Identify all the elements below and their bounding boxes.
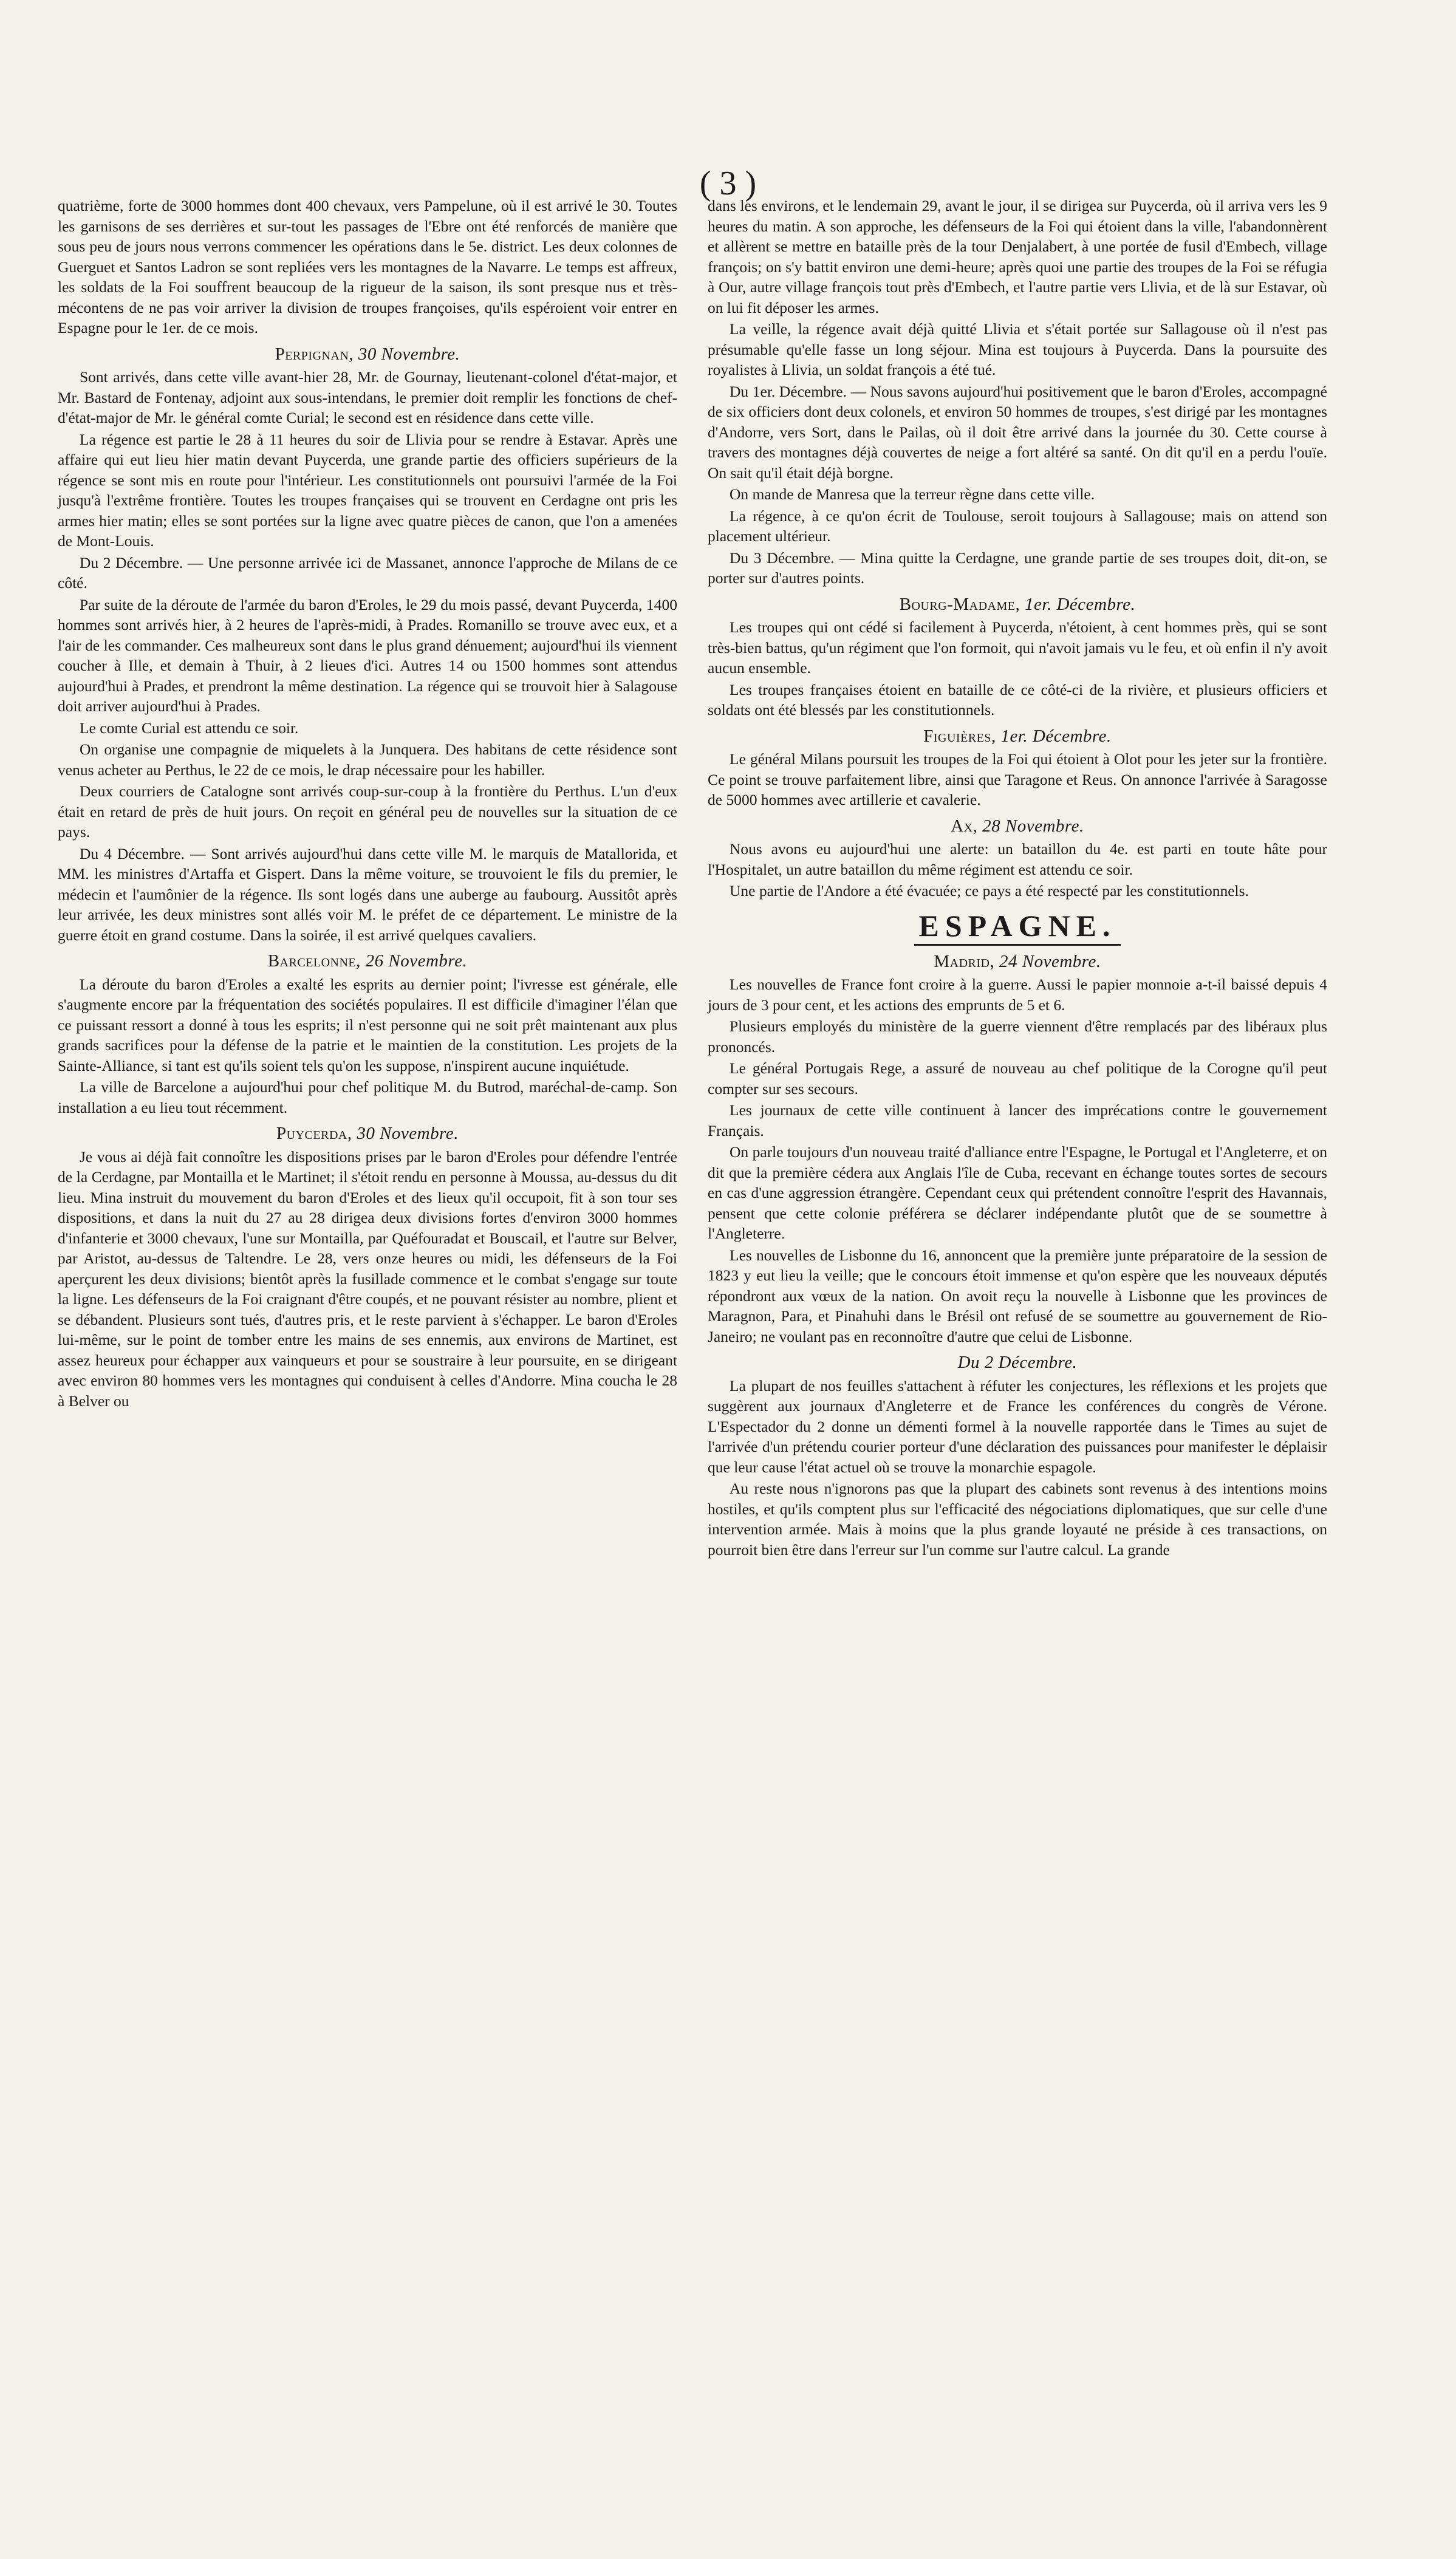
article-paragraph: On organise une compagnie de miquelets à la Junquera. Des habitans de cette résidence sont venus acheter au Perthus, le 22 de ce mois, le drap nécessaire pour les habiller. [58, 740, 677, 779]
dateline-date: 1er. Décembre. [1025, 594, 1136, 614]
article-paragraph: Le général Portugais Rege, a assuré de nouveau au chef politique de la Corogne qu'il peut compter sur ses secours. [708, 1059, 1327, 1098]
article-paragraph: Je vous ai déjà fait connoître les dispositions prises par le baron d'Eroles pour défendre l'entrée de la Cerdagne, par Montailla et le Martinet; il s'étoit rendu en personne à Moussa, au-dessus du dit lieu. Mina instruit du mouvement du baron d'Eroles et des lieux qu'il occupoit, fit à son tour ses dispositions, et dans la nuit du 27 au 28 dirigea deux divisions fortes d'environ 3000 hommes d'infanterie et 3000 chevaux, l'une sur Montailla, par Quéfouradat et Bouscail, et l'autre sur Belver, par Aristot, au-dessus de Taltendre. Le 28, vers onze heures ou midi, les défenseurs de la Foi aperçurent les deux divisions; bientôt après la fusillade commence et le combat s'engage sur toute la ligne. Les défenseurs de la Foi craignant d'être coupés, et ne pouvant résister au nombre, plient et se débandent. Plusieurs sont tués, d'autres pris, et le reste parvient à s'échapper. Le baron d'Eroles lui-même, sur le point de tomber entre les mains de ses ennemis, aux environs de Martinet, est assez heureux pour échapper aux vainqueurs et pour se soustraire à leur poursuite, en se dirigeant avec environ 80 hommes vers les montagnes qui conduisent à celles d'Andorre. Mina coucha le 28 à Belver ou [58, 1147, 677, 1410]
article-paragraph: La déroute du baron d'Eroles a exalté les esprits au dernier point; l'ivresse est générale, elle s'augmente encore par la fréquentation des sociétés populaires. Il est difficile d'imaginer l'élan que ce puissant ressort a donné à tous les esprits; il n'est personne qui ne soit prêt maintenant aux plus grands sacrifices pour la défense de la patrie et le maintien de la constitution. Les projets de la Sainte-Alliance, si tant est qu'ils soient tels qu'on les suppose, n'inspirent aucune inquiétude. [58, 975, 677, 1075]
article-paragraph: quatrième, forte de 3000 hommes dont 400 chevaux, vers Pampelune, où il est arrivé le 30. Toutes les garnisons de ses derrières et sur-tout les passages de l'Ebre ont été renforcés de manière que sous peu de jours nous verrons commencer les opérations dans le 5e. district. Les deux colonnes de Guerguet et Santos Ladron se sont repliées vers les montagnes de la Navarre. Le temps est affreux, les soldats de la Foi souffrent beaucoup de la rigueur de la saison, ils sont presque nus et très-mécontens de ne pas voir arriver la division de troupes françoises, qu'ils espéroient voir entrer en Espagne pour le 1er. de ce mois. [58, 197, 677, 337]
dateline-date: Du 2 Décembre. [957, 1353, 1078, 1372]
dateline [58, 344, 677, 365]
dateline-place: Puycerda, [276, 1124, 357, 1143]
dateline [58, 1124, 677, 1144]
article-paragraph: Nous avons eu aujourd'hui une alerte: un bataillon du 4e. est parti en toute hâte pour l'Hospitalet, un autre bataillon du même régiment est attendu ce soir. [708, 840, 1327, 878]
left-column [58, 196, 677, 1412]
dateline [708, 726, 1327, 747]
article-paragraph: Du 2 Décembre. — Une personne arrivée ici de Massanet, annonce l'approche de Milans de ce côté. [58, 553, 677, 592]
dateline-place: Perpignan, [275, 344, 358, 364]
page-number: ( 3 ) [699, 165, 757, 202]
dateline-date: 30 Novembre. [357, 1124, 459, 1143]
article-paragraph: On parle toujours d'un nouveau traité d'alliance entre l'Espagne, le Portugal et l'Angleterre, et on dit que la première cédera aux Anglais l'île de Cuba, recevant en échange toutes sortes de secours en cas d'une aggression étrangère. Cependant ceux qui prétendent connoître l'esprit des Havannais, pensent que cette colonie préférera se déclarer indépendante plutôt que de se soumettre à l'Angleterre. [708, 1143, 1327, 1242]
dateline-place: Ax, [951, 816, 983, 836]
right-column [708, 196, 1327, 1561]
dateline-date: 30 Novembre. [358, 344, 460, 364]
article-paragraph: La veille, la régence avait déjà quitté Llivia et s'était portée sur Sallagouse où il n'est pas présumable qu'elle fasse un long séjour. Mina est toujours à Puycerda. Dans la poursuite des royalistes à Llivia, un soldat françois a été tué. [708, 320, 1327, 378]
section-rule [914, 944, 1121, 946]
dateline-date: 28 Novembre. [982, 816, 1084, 836]
dateline-date: 24 Novembre. [999, 951, 1101, 971]
article-paragraph: Une partie de l'Andore a été évacuée; ce pays a été respecté par les constitutionnels. [730, 882, 1249, 900]
article-paragraph: Les nouvelles de France font croire à la guerre. Aussi le papier monnoie a-t-il baissé depuis 4 jours de 3 pour cent, et les actions des emprunts de 5 et 6. [708, 975, 1327, 1014]
article-paragraph: Le comte Curial est attendu ce soir. [80, 719, 299, 737]
dateline-place: Barcelonne, [267, 951, 366, 971]
article-paragraph: Du 3 Décembre. — Mina quitte la Cerdagne, une grande partie de ses troupes doit, dit-on, se porter sur d'autres points. [708, 548, 1327, 587]
article-paragraph: Les journaux de cette ville continuent à lancer des imprécations contre le gouvernement Français. [708, 1101, 1327, 1139]
section-heading: ESPAGNE. [918, 908, 1116, 943]
dateline [708, 1353, 1327, 1373]
article-paragraph: Le général Milans poursuit les troupes de la Foi qui étoient à Olot pour les jeter sur la frontière. Ce point se trouve parfaitement libre, ainsi que Taragone et Reus. On annonce l'arrivée à Saragosse de 5000 hommes avec artillerie et cavalerie. [708, 750, 1327, 808]
dateline-date: 1er. Décembre. [1000, 726, 1112, 746]
article-paragraph: Du 4 Décembre. — Sont arrivés aujourd'hui dans cette ville M. le marquis de Matallorida, et MM. les ministres d'Artaffa et Gispert. Dans la même voiture, se trouvoient le fils du premier, le médecin et l'aumônier de la régence. Ils sont logés dans une auberge au faubourg. Aussitôt après leur arrivée, les deux ministres sont allés voir M. le préfet de ce département. Le ministre de la guerre étoit en grand costume. Dans la soirée, il est arrivé quelques cavaliers. [58, 844, 677, 944]
dateline-place: Bourg-Madame, [899, 594, 1025, 614]
dateline [708, 595, 1327, 615]
article-paragraph: Les troupes françaises étoient en bataille de ce côté-ci de la rivière, et plusieurs officiers et soldats ont été blessés par les constitutionnels. [708, 680, 1327, 719]
article-paragraph: Plusieurs employés du ministère de la guerre viennent d'être remplacés par des libéraux plus prononcés. [708, 1017, 1327, 1056]
article-paragraph: Les nouvelles de Lisbonne du 16, annoncent que la première junte préparatoire de la session de 1823 y eut lieu la veille; que le concours étoit immense et qu'on espère que les nouveaux députés répondront aux vœux de la nation. On avoit reçu la nouvelle à Lisbonne que les provinces de Maragnon, Para, et Pinahuhi dans le Brésil ont refusé de se soumettre au gouvernement de Rio-Janeiro; ne voulant pas en reconnoître d'autre que celui de Lisbonne. [708, 1246, 1327, 1345]
dateline [58, 951, 677, 972]
section-header [708, 909, 1327, 946]
article-paragraph: Deux courriers de Catalogne sont arrivés coup-sur-coup à la frontière du Perthus. L'un d'eux était en retard de près de huit jours. On reçoit en général peu de nouvelles sur la situation de ce pays. [58, 782, 677, 841]
article-paragraph: Par suite de la déroute de l'armée du baron d'Eroles, le 29 du mois passé, devant Puycerda, 1400 hommes sont arrivés hier, à 2 heures de l'après-midi, à Prades. Romanillo se trouve avec eux, et a l'air de les commander. Ces malheureux sont dans le plus grand dénuement; aujourd'hui ils viennent coucher à Ille, et demain à Thuir, à 2 lieues d'ici. Autres 14 ou 1500 hommes sont attendus aujourd'hui à Prades, et prendront la même destination. La régence qui se trouvoit hier à Salagouse doit arriver aujourd'hui à Prades. [58, 595, 677, 715]
article-paragraph: Du 1er. Décembre. — Nous savons aujourd'hui positivement que le baron d'Eroles, accompagné de six officiers dont deux colonels, et environ 50 hommes de troupes, s'est dirigé par les montagnes d'Andorre, vers Sort, dans le Pailas, où il doit être arrivé dans la journée du 30. Cette course à travers des montagnes déjà couvertes de neige a fort altéré sa santé. On dit qu'il en a perdu l'ouïe. On sait qu'il était déjà borgne. [708, 382, 1327, 482]
article-paragraph: La ville de Barcelone a aujourd'hui pour chef politique M. du Butrod, maréchal-de-camp. Son installation a eu lieu tout récemment. [58, 1078, 677, 1116]
article-paragraph: Au reste nous n'ignorons pas que la plupart des cabinets sont revenus à des intentions moins hostiles, et qu'ils comptent plus sur l'efficacité des négociations diplomatiques, que sur celle d'une intervention armée. Mais à moins que la plus grande loyauté ne préside à ces transactions, on pourroit bien être dans l'erreur sur l'un comme sur l'autre calcul. La grande [708, 1480, 1327, 1559]
article-paragraph: dans les environs, et le lendemain 29, avant le jour, il se dirigea sur Puycerda, où il arriva vers les 9 heures du matin. A son approche, les défenseurs de la Foi qui étoient dans la ville, l'abandonnèrent et allèrent se mettre en bataille près de la tour Denjalabert, à une portée de fusil d'Embech, village françois; on s'y battit environ une demi-heure; après quoi une partie des troupes de la Foi se réfugia à Our, autre village françois tout près d'Embech, et l'autre partie vers Llivia, et de là sur Estavar, où on lui fit déposer les armes. [708, 197, 1327, 316]
article-paragraph: La plupart de nos feuilles s'attachent à réfuter les conjectures, les réflexions et les projets que suggèrent aux journaux d'Angleterre et de France les conférences du congrès de Vérone. L'Espectador du 2 donne un démenti formel à la nouvelle rapportée dans le Times au sujet de l'arrivée d'un prétendu courier porteur d'une déclaration des puissances pour manifester le déplaisir que leur cause l'état actuel où se trouve la monarchie espagole. [708, 1376, 1327, 1476]
dateline-place: Figuières, [923, 726, 1001, 746]
dateline-place: Madrid, [934, 951, 999, 971]
article-paragraph: La régence est partie le 28 à 11 heures du soir de Llivia pour se rendre à Estavar. Après une affaire qui eut lieu hier matin devant Puycerda, une grande partie des officiers supérieurs de la régence se sont mis en route pour l'intérieur. Les constitutionnels ont poursuivi l'armée de la Foi jusqu'à l'extrême frontière. Toutes les troupes françaises qui se trouvent en Cerdagne ont pris les armes hier matin; elles se sont portées sur la ligne avec quatre pièces de canon, que l'on a amenées de Mont-Louis. [58, 430, 677, 550]
dateline-date: 26 Novembre. [365, 951, 468, 971]
dateline [708, 952, 1327, 972]
article-paragraph: Les troupes qui ont cédé si facilement à Puycerda, n'étoient, à cent hommes près, qui se sont très-bien battus, qu'un régiment que l'on formoit, qui n'avoit jamais vu le feu, et où enfin il n'y avoit aucun ensemble. [708, 618, 1327, 677]
article-paragraph: La régence, à ce qu'on écrit de Toulouse, seroit toujours à Sallagouse; mais on attend son placement ultérieur. [708, 507, 1327, 545]
article-paragraph: On mande de Manresa que la terreur règne dans cette ville. [730, 485, 1095, 503]
dateline [708, 816, 1327, 837]
article-paragraph: Sont arrivés, dans cette ville avant-hier 28, Mr. de Gournay, lieutenant-colonel d'état-major, et Mr. Bastard de Fontenay, adjoint aux sous-intendans, le premier doit remplir les fonctions de chef-d'état-major de Mr. le général comte Curial; le second est en résidence dans cette ville. [58, 368, 677, 426]
